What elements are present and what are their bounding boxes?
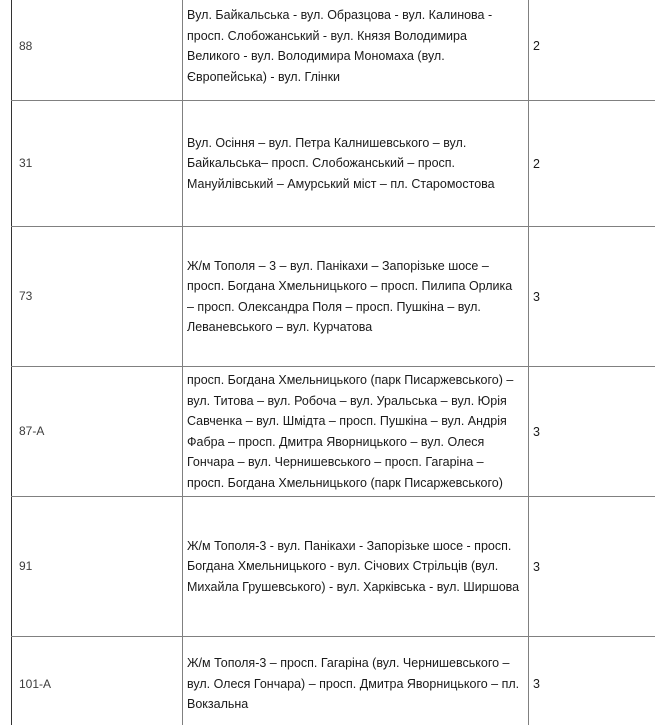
route-number-cell: 91 xyxy=(12,497,183,637)
table-row xyxy=(12,101,655,227)
route-number-cell: 31 xyxy=(12,101,183,227)
route-quantity-cell: 3 xyxy=(529,227,655,367)
routes-table-body xyxy=(12,0,655,725)
route-quantity-cell: 2 xyxy=(529,0,655,101)
route-description-text: Вул. Байкальська - вул. Образцова - вул. Калинова - просп. Слобожанський - вул. Князя Володимира Великого - вул. Володимира Мономаха (вул. Європейська) - вул. Глінки xyxy=(187,8,493,84)
route-description-cell xyxy=(183,367,529,497)
route-description-cell xyxy=(183,0,529,101)
route-quantity-cell: 3 xyxy=(529,367,655,497)
table-row xyxy=(12,227,655,367)
route-number-cell: 101-А xyxy=(12,637,183,725)
route-description-cell xyxy=(183,497,529,637)
route-description-text: просп. Богдана Хмельницького (парк Писаржевського) – вул. Титова – вул. Робоча – вул. Уральська – вул. Юрія Савченка – вул. Шмідта – просп. Пушкіна – вул. Андрія Фабра – просп. Дмитра Яворницького – вул. Олеся Гончара – вул. Чернишевського – просп. Гагаріна – просп. Богдана Хмельницького (парк Писаржевського) xyxy=(187,373,514,490)
table-row xyxy=(12,0,655,101)
route-description-text: Ж/м Тополя – 3 – вул. Панікахи – Запорізьке шосе – просп. Богдана Хмельницького – просп. Пилипа Орлика – просп. Олександра Поля – просп. Пушкіна – вул. Леваневського – вул. Курчатова xyxy=(187,258,513,334)
route-number-cell: 87-А xyxy=(12,367,183,497)
route-description-cell xyxy=(183,227,529,367)
routes-table xyxy=(11,0,655,725)
table-row xyxy=(12,637,655,725)
route-quantity-cell: 3 xyxy=(529,497,655,637)
route-description-text: Ж/м Тополя-3 - вул. Панікахи - Запорізьке шосе - просп. Богдана Хмельницького - вул. Січових Стрільців (вул. Михайла Грушевського) - вул. Харківська - вул. Ширшова xyxy=(187,538,520,594)
route-number-cell: 88 xyxy=(12,0,183,101)
route-number-cell: 73 xyxy=(12,227,183,367)
route-quantity-cell: 2 xyxy=(529,101,655,227)
route-quantity-cell: 3 xyxy=(529,637,655,725)
route-description-text: Ж/м Тополя-3 – просп. Гагаріна (вул. Чернишевського – вул. Олеся Гончара) – просп. Дмитра Яворницького – пл. Вокзальна xyxy=(187,656,520,712)
route-description-cell xyxy=(183,637,529,725)
route-description-cell xyxy=(183,101,529,227)
table-row xyxy=(12,367,655,497)
route-description-text: Вул. Осіння – вул. Петра Калнишевського – вул. Байкальська– просп. Слобожанський – просп. Мануйлівський – Амурський міст – пл. Старомостова xyxy=(187,135,495,191)
table-row xyxy=(12,497,655,637)
